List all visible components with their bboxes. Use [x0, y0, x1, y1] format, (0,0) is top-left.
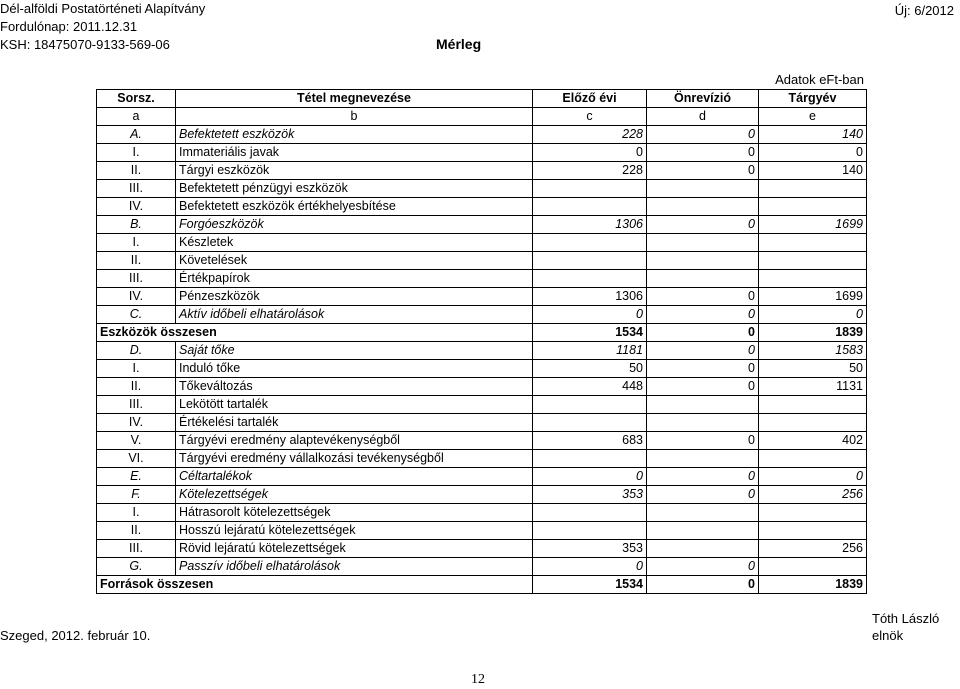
previous-year-value [533, 252, 647, 270]
row-code: I. [97, 360, 176, 378]
previous-year-value: 228 [533, 126, 647, 144]
self-revision-value [647, 270, 759, 288]
self-revision-value: 0 [647, 576, 759, 594]
table-row [97, 270, 867, 288]
previous-year-value: 1534 [533, 324, 647, 342]
turnover-date: Fordulónap: 2011.12.31 [0, 19, 138, 34]
document-reference: Új: 6/2012 [894, 3, 954, 18]
current-year-value [759, 252, 867, 270]
table-row [97, 540, 867, 558]
previous-year-value [533, 396, 647, 414]
previous-year-value [533, 504, 647, 522]
table-row [97, 252, 867, 270]
row-code: III. [97, 180, 176, 198]
row-name: Kötelezettségek [176, 486, 533, 504]
column-letter: c [533, 108, 647, 126]
table-row [97, 576, 867, 594]
previous-year-value: 1181 [533, 342, 647, 360]
self-revision-value: 0 [647, 144, 759, 162]
self-revision-value: 0 [647, 360, 759, 378]
ksh-number: KSH: 18475070-9133-569-06 [0, 37, 170, 52]
self-revision-value [647, 450, 759, 468]
page-title: Mérleg [436, 36, 482, 52]
table-row [97, 450, 867, 468]
self-revision-value: 0 [647, 306, 759, 324]
balance-sheet-table [96, 89, 867, 594]
total-label: Eszközök összesen [97, 324, 533, 342]
previous-year-value: 683 [533, 432, 647, 450]
table-row [97, 234, 867, 252]
current-year-value [759, 198, 867, 216]
org-name: Dél-alföldi Postatörténeti Alapítvány [0, 1, 206, 16]
row-name: Immateriális javak [176, 144, 533, 162]
column-header-number: Sorsz. [97, 90, 176, 108]
previous-year-value [533, 414, 647, 432]
self-revision-value [647, 522, 759, 540]
self-revision-value: 0 [647, 468, 759, 486]
row-name: Befektetett pénzügyi eszközök [176, 180, 533, 198]
previous-year-value: 0 [533, 468, 647, 486]
current-year-value: 140 [759, 162, 867, 180]
table-row [97, 288, 867, 306]
current-year-value: 140 [759, 126, 867, 144]
table-row [97, 198, 867, 216]
table-row [97, 216, 867, 234]
table-row [97, 504, 867, 522]
current-year-value: 0 [759, 468, 867, 486]
row-name: Tárgyi eszközök [176, 162, 533, 180]
self-revision-value [647, 396, 759, 414]
current-year-value [759, 558, 867, 576]
row-name: Hosszú lejáratú kötelezettségek [176, 522, 533, 540]
row-code: III. [97, 540, 176, 558]
current-year-value: 1699 [759, 288, 867, 306]
previous-year-value: 228 [533, 162, 647, 180]
row-name: Értékpapírok [176, 270, 533, 288]
previous-year-value: 448 [533, 378, 647, 396]
row-name: Befektetett eszközök [176, 126, 533, 144]
row-code: C. [97, 306, 176, 324]
row-code: IV. [97, 288, 176, 306]
self-revision-value: 0 [647, 288, 759, 306]
table-row [97, 162, 867, 180]
page-number: 12 [471, 672, 485, 687]
previous-year-value: 1306 [533, 288, 647, 306]
table-row [97, 432, 867, 450]
self-revision-value [647, 504, 759, 522]
table-row [97, 306, 867, 324]
self-revision-value [647, 252, 759, 270]
current-year-value: 1583 [759, 342, 867, 360]
row-name: Passzív időbeli elhatárolások [176, 558, 533, 576]
previous-year-value: 50 [533, 360, 647, 378]
current-year-value: 402 [759, 432, 867, 450]
row-code: E. [97, 468, 176, 486]
current-year-value [759, 522, 867, 540]
current-year-value: 0 [759, 306, 867, 324]
row-code: II. [97, 162, 176, 180]
row-code: V. [97, 432, 176, 450]
row-code: I. [97, 234, 176, 252]
self-revision-value: 0 [647, 378, 759, 396]
previous-year-value [533, 234, 647, 252]
column-header-previous-year: Előző évi [533, 90, 647, 108]
previous-year-value: 353 [533, 540, 647, 558]
row-name: Hátrasorolt kötelezettségek [176, 504, 533, 522]
current-year-value [759, 504, 867, 522]
current-year-value: 1131 [759, 378, 867, 396]
row-code: D. [97, 342, 176, 360]
column-letter: d [647, 108, 759, 126]
table-row [97, 522, 867, 540]
table-row [97, 396, 867, 414]
self-revision-value [647, 180, 759, 198]
self-revision-value [647, 198, 759, 216]
self-revision-value: 0 [647, 216, 759, 234]
row-code: II. [97, 378, 176, 396]
row-name: Értékelési tartalék [176, 414, 533, 432]
table-row [97, 486, 867, 504]
self-revision-value: 0 [647, 324, 759, 342]
table-row [97, 468, 867, 486]
current-year-value: 0 [759, 144, 867, 162]
table-body [97, 126, 867, 594]
table-row [97, 342, 867, 360]
table-row [97, 144, 867, 162]
table-row [97, 324, 867, 342]
row-name: Céltartalékok [176, 468, 533, 486]
row-code: F. [97, 486, 176, 504]
column-letters-row [97, 108, 867, 126]
row-name: Aktív időbeli elhatárolások [176, 306, 533, 324]
previous-year-value [533, 270, 647, 288]
current-year-value: 50 [759, 360, 867, 378]
table-row [97, 126, 867, 144]
previous-year-value [533, 180, 647, 198]
row-name: Követelések [176, 252, 533, 270]
row-code: II. [97, 252, 176, 270]
column-letter: a [97, 108, 176, 126]
table-row [97, 180, 867, 198]
table-row [97, 360, 867, 378]
current-year-value [759, 396, 867, 414]
self-revision-value: 0 [647, 342, 759, 360]
current-year-value [759, 414, 867, 432]
self-revision-value: 0 [647, 126, 759, 144]
row-code: I. [97, 504, 176, 522]
row-code: B. [97, 216, 176, 234]
column-letter: e [759, 108, 867, 126]
current-year-value [759, 450, 867, 468]
previous-year-value [533, 198, 647, 216]
row-name: Tárgyévi eredmény alaptevékenységből [176, 432, 533, 450]
current-year-value: 1839 [759, 576, 867, 594]
column-header-current-year: Tárgyév [759, 90, 867, 108]
row-code: G. [97, 558, 176, 576]
previous-year-value: 353 [533, 486, 647, 504]
row-code: IV. [97, 414, 176, 432]
row-code: VI. [97, 450, 176, 468]
place-and-date: Szeged, 2012. február 10. [0, 628, 151, 643]
current-year-value [759, 270, 867, 288]
row-code: II. [97, 522, 176, 540]
table-header-row [97, 90, 867, 108]
self-revision-value: 0 [647, 162, 759, 180]
row-name: Tárgyévi eredmény vállalkozási tevékenységből [176, 450, 533, 468]
unit-note: Adatok eFt-ban [775, 72, 864, 87]
self-revision-value [647, 234, 759, 252]
signer-role: elnök [872, 628, 904, 643]
current-year-value: 1699 [759, 216, 867, 234]
row-name: Saját tőke [176, 342, 533, 360]
row-name: Tőkeváltozás [176, 378, 533, 396]
row-name: Induló tőke [176, 360, 533, 378]
row-code: A. [97, 126, 176, 144]
table-row [97, 414, 867, 432]
column-header-self-revision: Önrevízió [647, 90, 759, 108]
table-row [97, 378, 867, 396]
row-name: Pénzeszközök [176, 288, 533, 306]
row-code: IV. [97, 198, 176, 216]
previous-year-value: 1534 [533, 576, 647, 594]
previous-year-value [533, 450, 647, 468]
previous-year-value [533, 522, 647, 540]
row-code: III. [97, 270, 176, 288]
self-revision-value: 0 [647, 558, 759, 576]
row-name: Befektetett eszközök értékhelyesbítése [176, 198, 533, 216]
previous-year-value: 1306 [533, 216, 647, 234]
signer-name: Tóth László [872, 611, 940, 626]
row-name: Készletek [176, 234, 533, 252]
self-revision-value [647, 540, 759, 558]
table-row [97, 558, 867, 576]
row-name: Forgóeszközök [176, 216, 533, 234]
column-letter: b [176, 108, 533, 126]
row-code: III. [97, 396, 176, 414]
row-name: Lekötött tartalék [176, 396, 533, 414]
previous-year-value: 0 [533, 558, 647, 576]
total-label: Források összesen [97, 576, 533, 594]
current-year-value: 1839 [759, 324, 867, 342]
previous-year-value: 0 [533, 306, 647, 324]
self-revision-value: 0 [647, 432, 759, 450]
row-code: I. [97, 144, 176, 162]
self-revision-value: 0 [647, 486, 759, 504]
current-year-value: 256 [759, 486, 867, 504]
current-year-value [759, 180, 867, 198]
previous-year-value: 0 [533, 144, 647, 162]
current-year-value [759, 234, 867, 252]
column-header-item: Tétel megnevezése [176, 90, 533, 108]
self-revision-value [647, 414, 759, 432]
row-name: Rövid lejáratú kötelezettségek [176, 540, 533, 558]
current-year-value: 256 [759, 540, 867, 558]
